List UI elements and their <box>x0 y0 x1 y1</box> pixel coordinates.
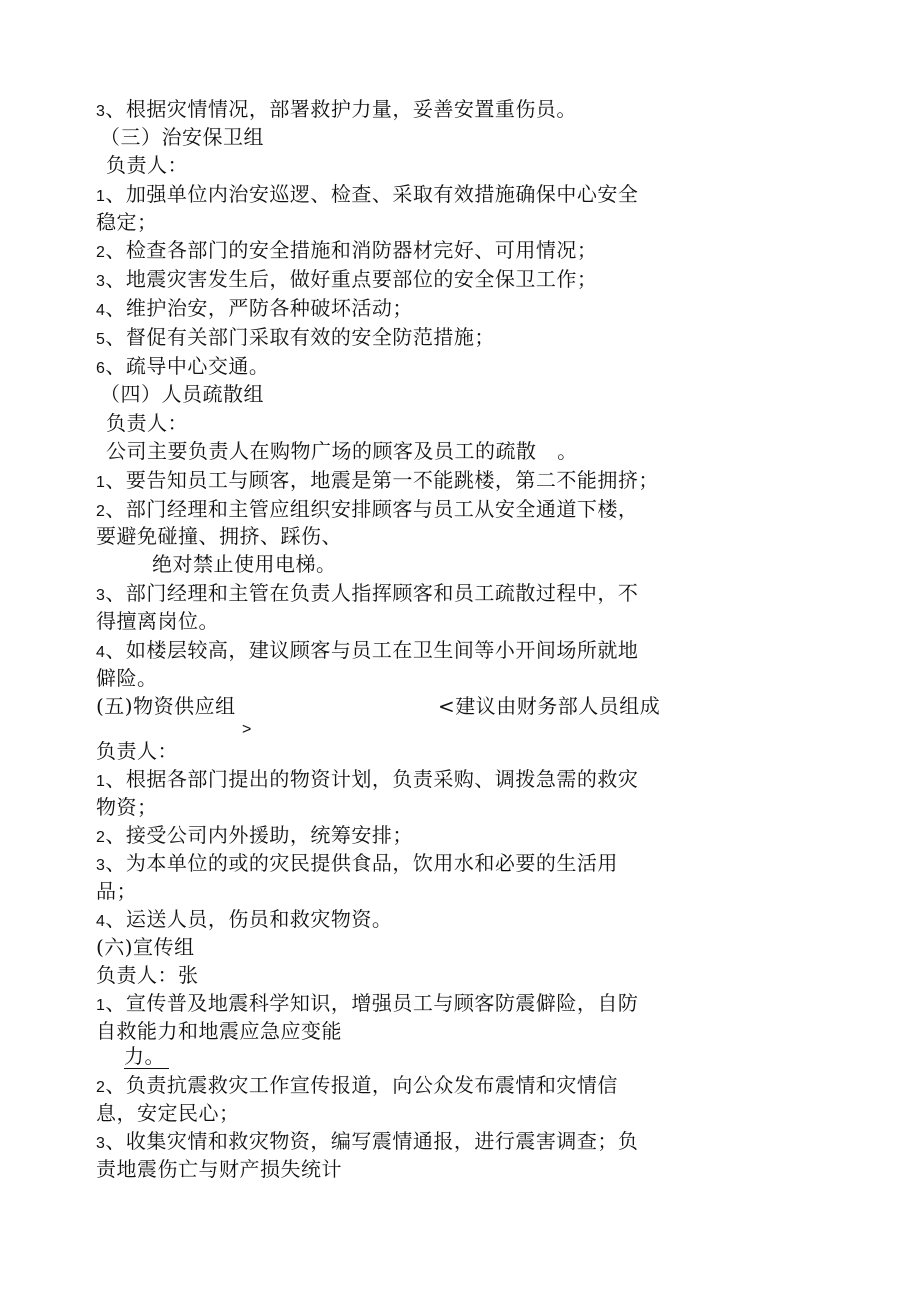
text-line: 息，安定民心； <box>96 1101 240 1125</box>
text-line: 3、收集灾情和救灾物资，编写震情通报，进行震害调查；负 <box>96 1129 639 1153</box>
text-line: 要避免碰撞、拥挤、踩伤、 <box>96 524 342 548</box>
text-line: 稳定； <box>96 210 158 234</box>
text-line: 4、维护治安，严防各种破坏活动； <box>96 296 413 320</box>
text-line: 4、运送人员，伤员和救灾物资。 <box>96 907 393 931</box>
text-line: 得擅离岗位。 <box>96 609 219 633</box>
text-line: 公司主要负责人在购物广场的顾客及员工的疏散 。 <box>106 439 578 463</box>
text-line: 4、如楼层较高，建议顾客与员工在卫生间等小开间场所就地 <box>96 638 639 662</box>
text-line: 2、检查各部门的安全措施和消防器材完好、可用情况； <box>96 238 598 262</box>
text-line: > <box>242 721 252 738</box>
text-line: 绝对禁止使用电梯。 <box>152 552 337 576</box>
text-line: 力。 <box>124 1043 169 1070</box>
text-line: 3、根据灾情情况，部署救护力量，妥善安置重伤员。 <box>96 97 577 121</box>
section-heading: （四）人员疏散组 <box>100 382 264 406</box>
text-line: 品； <box>96 879 137 903</box>
text-line: 6、疏导中心交通。 <box>96 354 270 378</box>
text-line: 物资； <box>96 795 158 819</box>
text-line: 3、为本单位的或的灾民提供食品，饮用水和必要的生活用 <box>96 851 618 875</box>
text-line: 2、负责抗震救灾工作宣传报道，向公众发布震情和灾情信 <box>96 1073 618 1097</box>
section-heading: （三）治安保卫组 <box>100 125 264 149</box>
text-line: 1、加强单位内治安巡逻、检查、采取有效措施确保中心安全 <box>96 182 639 206</box>
text-line: 2、接受公司内外援助，统筹安排； <box>96 823 413 847</box>
text-line: 负责人： <box>96 739 178 763</box>
section-heading: (六)宣传组 <box>96 935 195 959</box>
text-line: 1、根据各部门提出的物资计划，负责采购、调拨急需的救灾 <box>96 767 639 791</box>
text-line: 自救能力和地震应急应变能 <box>96 1019 342 1043</box>
section-heading: (五)物资供应组 <box>96 694 236 718</box>
text-line: 5、督促有关部门采取有效的安全防范措施； <box>96 325 495 349</box>
text-line: 负责人：张 <box>96 963 199 987</box>
text-line: 责地震伤亡与财产损失统计 <box>96 1157 342 1181</box>
text-line: 3、部门经理和主管在负责人指挥顾客和员工疏散过程中，不 <box>96 581 639 605</box>
text-line: 1、要告知员工与顾客，地震是第一不能跳楼，第二不能拥挤； <box>96 468 659 492</box>
text-line: <建议由财务部人员组成 <box>438 694 661 718</box>
text-line: 3、地震灾害发生后，做好重点要部位的安全保卫工作； <box>96 267 598 291</box>
text-line: 负责人： <box>106 411 188 435</box>
text-line: 1、宣传普及地震科学知识，增强员工与顾客防震僻险，自防 <box>96 991 639 1015</box>
text-line: 僻险。 <box>96 666 158 690</box>
text-line: 负责人： <box>106 153 188 177</box>
text-line: 2、部门经理和主管应组织安排顾客与员工从安全通道下楼， <box>96 497 639 521</box>
